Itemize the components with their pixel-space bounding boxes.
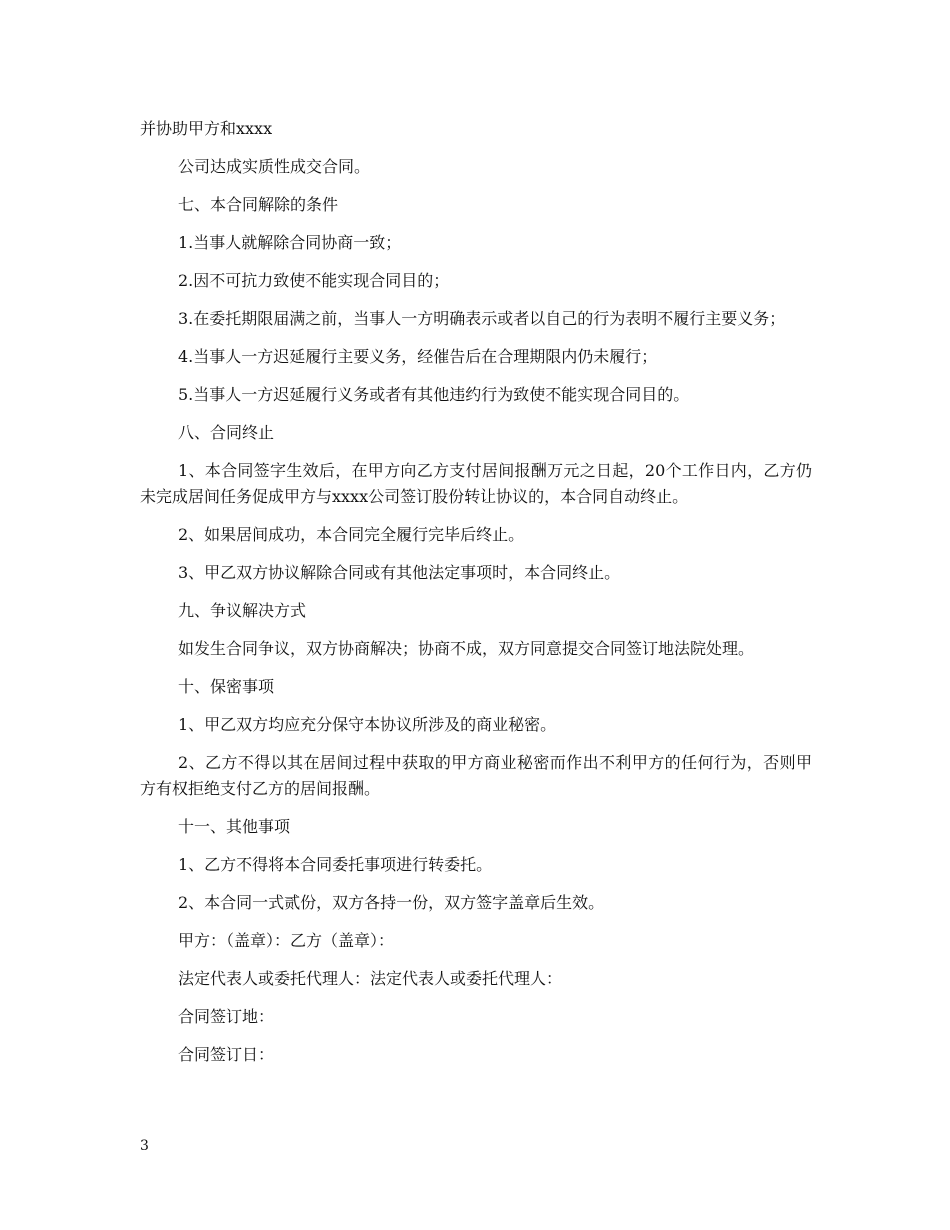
section-heading-other-matters: 十一、其他事项 [178,817,291,836]
section-heading-dispute-resolution: 九、争议解决方式 [178,601,307,620]
section-heading-termination-conditions: 七、本合同解除的条件 [178,195,339,214]
clause-10-2: 2、乙方不得以其在居间过程中获取的甲方商业秘密而作出不利甲方的任何行为，否则甲方有权拒绝支付乙方的居间报酬。 [140,753,812,798]
clause-7-2: 2.因不可抗力致使不能实现合同目的； [178,271,450,290]
clause-7-5: 5.当事人一方迟延履行义务或者有其他违约行为致使不能实现合同目的。 [178,385,690,404]
document-body [140,116,812,1080]
section-heading-confidentiality: 十、保密事项 [178,677,275,696]
clause-8-3: 3、甲乙双方协议解除合同或有其他法定事项时，本合同终止。 [178,563,621,582]
page-number: 3 [140,1138,149,1154]
signing-place-line: 合同签订地： [178,1007,275,1026]
clause-11-1: 1、乙方不得将本合同委托事项进行转委托。 [178,855,493,874]
clause-7-1: 1.当事人就解除合同协商一致； [178,233,402,252]
signature-parties-line: 甲方：（盖章）：乙方（盖章）： [178,931,395,950]
clause-11-2: 2、本合同一式贰份，双方各持一份，双方签字盖章后生效。 [178,893,605,912]
clause-10-1: 1、甲乙双方均应充分保守本协议所涉及的商业秘密。 [178,715,557,734]
section-heading-contract-end: 八、合同终止 [178,423,275,442]
clause-9-1: 如发生合同争议，双方协商解决；协商不成，双方同意提交合同签订地法院处理。 [178,639,755,658]
clause-8-1: 1、本合同签字生效后，在甲方向乙方支付居间报酬万元之日起，20个工作日内，乙方仍未完成居间任务促成甲方与xxxx公司签订股份转让协议的，本合同自动终止。 [140,461,812,506]
signature-representatives-line: 法定代表人或委托代理人：法定代表人或委托代理人： [178,969,563,988]
signing-date-line: 合同签订日： [178,1045,275,1064]
clause-7-4: 4.当事人一方迟延履行主要义务，经催告后在合理期限内仍未履行； [178,347,658,366]
paragraph-company-deal: 公司达成实质性成交合同。 [178,157,371,176]
clause-8-2: 2、如果居间成功，本合同完全履行完毕后终止。 [178,525,525,544]
clause-7-3: 3.在委托期限届满之前，当事人一方明确表示或者以自己的行为表明不履行主要义务； [178,309,786,328]
paragraph-continuation: 并协助甲方和xxxx [140,119,273,138]
